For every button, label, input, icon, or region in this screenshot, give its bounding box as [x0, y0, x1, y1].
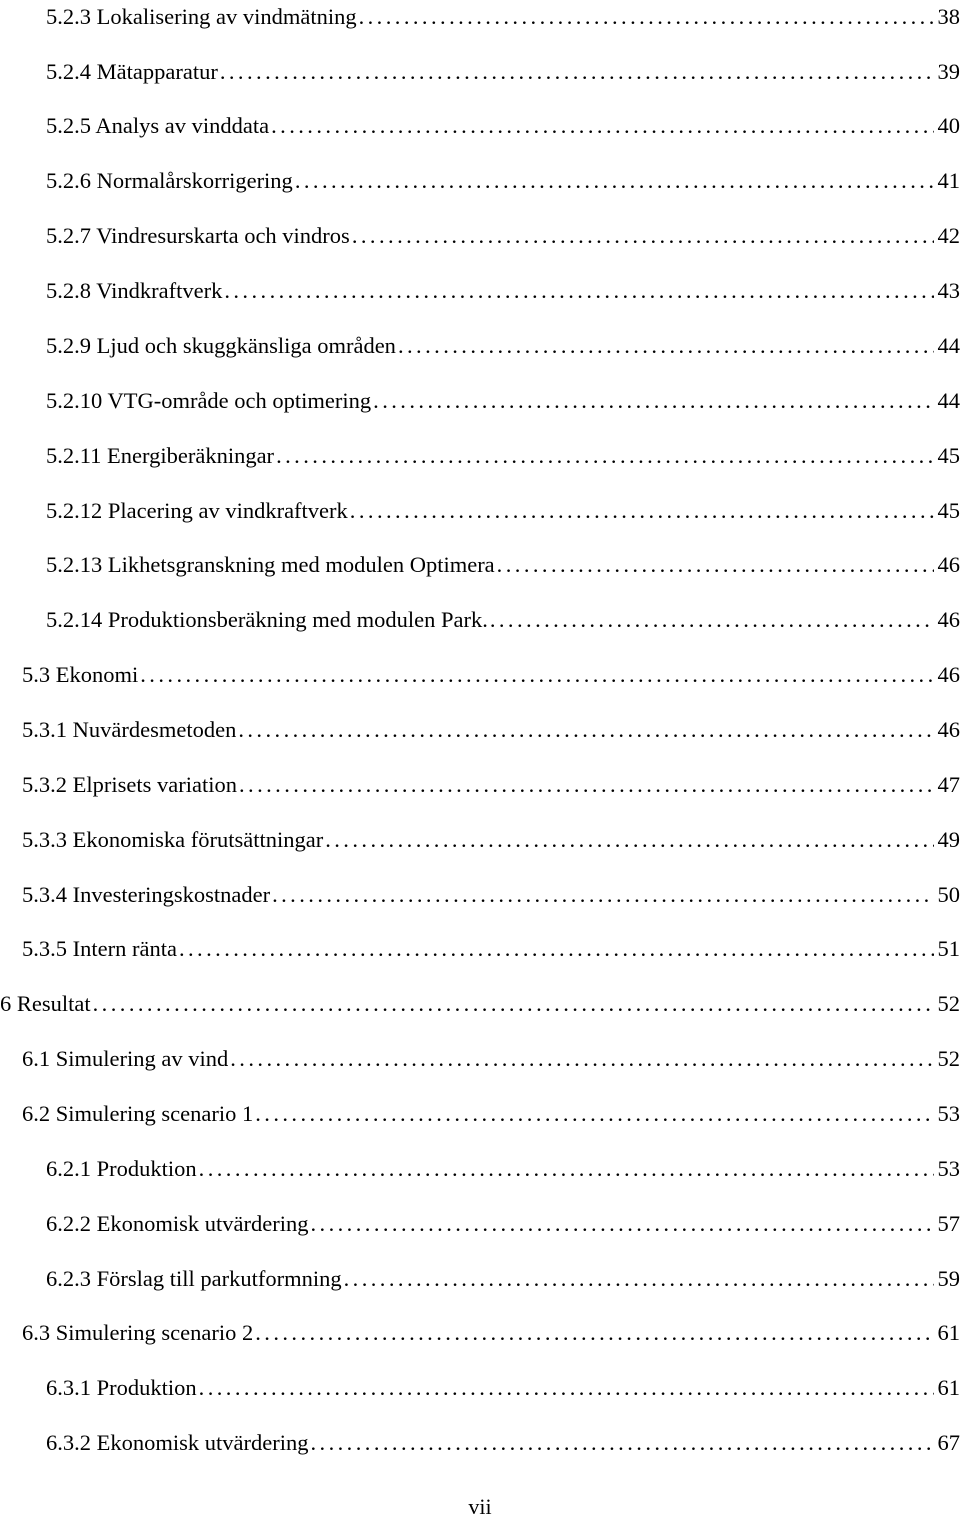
toc-dot-leader [497, 552, 934, 578]
toc-entry[interactable] [46, 439, 960, 469]
toc-dot-leader [373, 388, 933, 414]
toc-entry-title: 5.2.8 Vindkraftverk [46, 278, 223, 303]
toc-entry-title: 5.2.14 Produktionsberäkning med modulen Park. [46, 607, 488, 632]
toc-dot-leader [310, 1430, 933, 1456]
toc-entry[interactable] [46, 548, 960, 578]
toc-entry-page: 45 [937, 443, 960, 468]
toc-entry-title: 5.2.7 Vindresurskarta och vindros [46, 223, 350, 248]
toc-entry[interactable] [46, 1152, 960, 1182]
toc-entry-title: 5.3.5 Intern ränta [22, 936, 177, 961]
toc-dot-leader [276, 443, 933, 469]
toc-entry-page: 52 [937, 991, 960, 1016]
toc-entry-title: 5.3.4 Investeringskostnader [22, 882, 271, 907]
toc-entry[interactable] [46, 219, 960, 249]
toc-entry[interactable] [46, 109, 960, 139]
toc-entry-title: 5.2.3 Lokalisering av vindmätning [46, 4, 357, 29]
toc-dot-leader [490, 607, 934, 633]
toc-dot-leader [179, 936, 934, 962]
toc-dot-leader [199, 1375, 934, 1401]
toc-entry-title: 5.3 Ekonomi [22, 662, 139, 687]
toc-entry-title: 5.3.2 Elprisets variation [22, 772, 237, 797]
toc-entry-title: 6.2.3 Förslag till parkutformning [46, 1266, 342, 1291]
toc-dot-leader [230, 1046, 933, 1072]
toc-entry-page: 46 [937, 607, 960, 632]
toc-entry-title: 5.2.11 Energiberäkningar [46, 443, 275, 468]
toc-entry-page: 46 [937, 662, 960, 687]
toc-entry-page: 40 [937, 113, 960, 138]
toc-dot-leader [199, 1156, 934, 1182]
toc-entry-title: 5.3.3 Ekonomiska förutsättningar [22, 827, 324, 852]
toc-entry[interactable] [22, 1042, 960, 1072]
toc-dot-leader [224, 278, 933, 304]
toc-entry[interactable] [0, 987, 960, 1017]
toc-entry[interactable] [46, 329, 960, 359]
toc-entry[interactable] [22, 878, 960, 908]
toc-dot-leader [398, 333, 934, 359]
toc-entry-page: 38 [937, 4, 960, 29]
toc-entry[interactable] [46, 1207, 960, 1237]
toc-entry-page: 46 [937, 552, 960, 577]
toc-dot-leader [359, 4, 934, 30]
toc-entry-page: 53 [937, 1156, 960, 1181]
toc-entry-title: 5.2.6 Normalårskorrigering [46, 168, 293, 193]
toc-dot-leader [295, 168, 934, 194]
toc-entry[interactable] [22, 823, 960, 853]
toc-entry[interactable] [46, 0, 960, 30]
toc-entry-page: 43 [937, 278, 960, 303]
toc-entry[interactable] [46, 164, 960, 194]
toc-entry-page: 50 [937, 882, 960, 907]
toc-entry-title: 5.2.12 Placering av vindkraftverk [46, 498, 348, 523]
toc-entry-title: 5.2.13 Likhetsgranskning med modulen Optimera [46, 552, 495, 577]
toc-dot-leader [140, 662, 933, 688]
toc-dot-leader [344, 1266, 934, 1292]
toc-entry[interactable] [46, 1426, 960, 1456]
toc-dot-leader [220, 59, 934, 85]
toc-dot-leader [255, 1101, 933, 1127]
toc-entry-page: 61 [937, 1320, 960, 1345]
toc-entry[interactable] [46, 1262, 960, 1292]
toc-entry-page: 52 [937, 1046, 960, 1071]
toc-entry-title: 6 Resultat [0, 991, 91, 1016]
toc-dot-leader [239, 772, 934, 798]
toc-entry-title: 6.3 Simulering scenario 2 [22, 1320, 254, 1345]
toc-entry-title: 5.2.4 Mätapparatur [46, 59, 218, 84]
toc-dot-leader [93, 991, 934, 1017]
toc-entry-title: 6.2.2 Ekonomisk utvärdering [46, 1211, 309, 1236]
toc-entry-title: 6.3.1 Produktion [46, 1375, 197, 1400]
toc-entry-title: 6.2 Simulering scenario 1 [22, 1101, 254, 1126]
toc-entry-page: 44 [937, 333, 960, 358]
toc-entry-page: 51 [937, 936, 960, 961]
toc-entry-page: 47 [937, 772, 960, 797]
toc-entry-page: 53 [937, 1101, 960, 1126]
toc-dot-leader [272, 882, 933, 908]
toc-entry[interactable] [46, 384, 960, 414]
toc-entry-title: 6.3.2 Ekonomisk utvärdering [46, 1430, 309, 1455]
toc-entry[interactable] [22, 1316, 960, 1346]
toc-entry-page: 45 [937, 498, 960, 523]
toc-dot-leader [271, 113, 933, 139]
toc-entry-title: 6.1 Simulering av vind [22, 1046, 229, 1071]
toc-entry-title: 5.3.1 Nuvärdesmetoden [22, 717, 237, 742]
toc-dot-leader [255, 1320, 933, 1346]
toc-entry-title: 5.2.9 Ljud och skuggkänsliga områden [46, 333, 396, 358]
toc-entry-title: 6.2.1 Produktion [46, 1156, 197, 1181]
toc-dot-leader [310, 1211, 933, 1237]
page-number: vii [468, 1494, 492, 1519]
toc-entry-title: 5.2.5 Analys av vinddata [46, 113, 270, 138]
toc-entry-page: 44 [937, 388, 960, 413]
toc-dot-leader [238, 717, 933, 743]
toc-entry[interactable] [22, 658, 960, 688]
toc-entry-page: 57 [937, 1211, 960, 1236]
toc-entry[interactable] [46, 494, 960, 524]
toc-entry[interactable] [46, 55, 960, 85]
toc-entry-page: 46 [937, 717, 960, 742]
toc-entry-page: 59 [937, 1266, 960, 1291]
toc-entry[interactable] [46, 1371, 960, 1401]
toc-entry[interactable] [22, 768, 960, 798]
toc-entry[interactable] [22, 1097, 960, 1127]
toc-entry-page: 41 [937, 168, 960, 193]
toc-dot-leader [350, 498, 934, 524]
toc-entry[interactable] [46, 603, 960, 633]
toc-entry[interactable] [46, 274, 960, 304]
toc-entry-page: 49 [937, 827, 960, 852]
toc-entry-page: 39 [937, 59, 960, 84]
toc-dot-leader [352, 223, 934, 249]
toc-dot-leader [325, 827, 933, 853]
toc-entry-title: 5.2.10 VTG-område och optimering [46, 388, 372, 413]
toc-entry-page: 42 [937, 223, 960, 248]
toc-entry-page: 67 [937, 1430, 960, 1455]
toc-entry[interactable] [22, 713, 960, 743]
toc-entry[interactable] [22, 932, 960, 962]
toc-entry-page: 61 [937, 1375, 960, 1400]
